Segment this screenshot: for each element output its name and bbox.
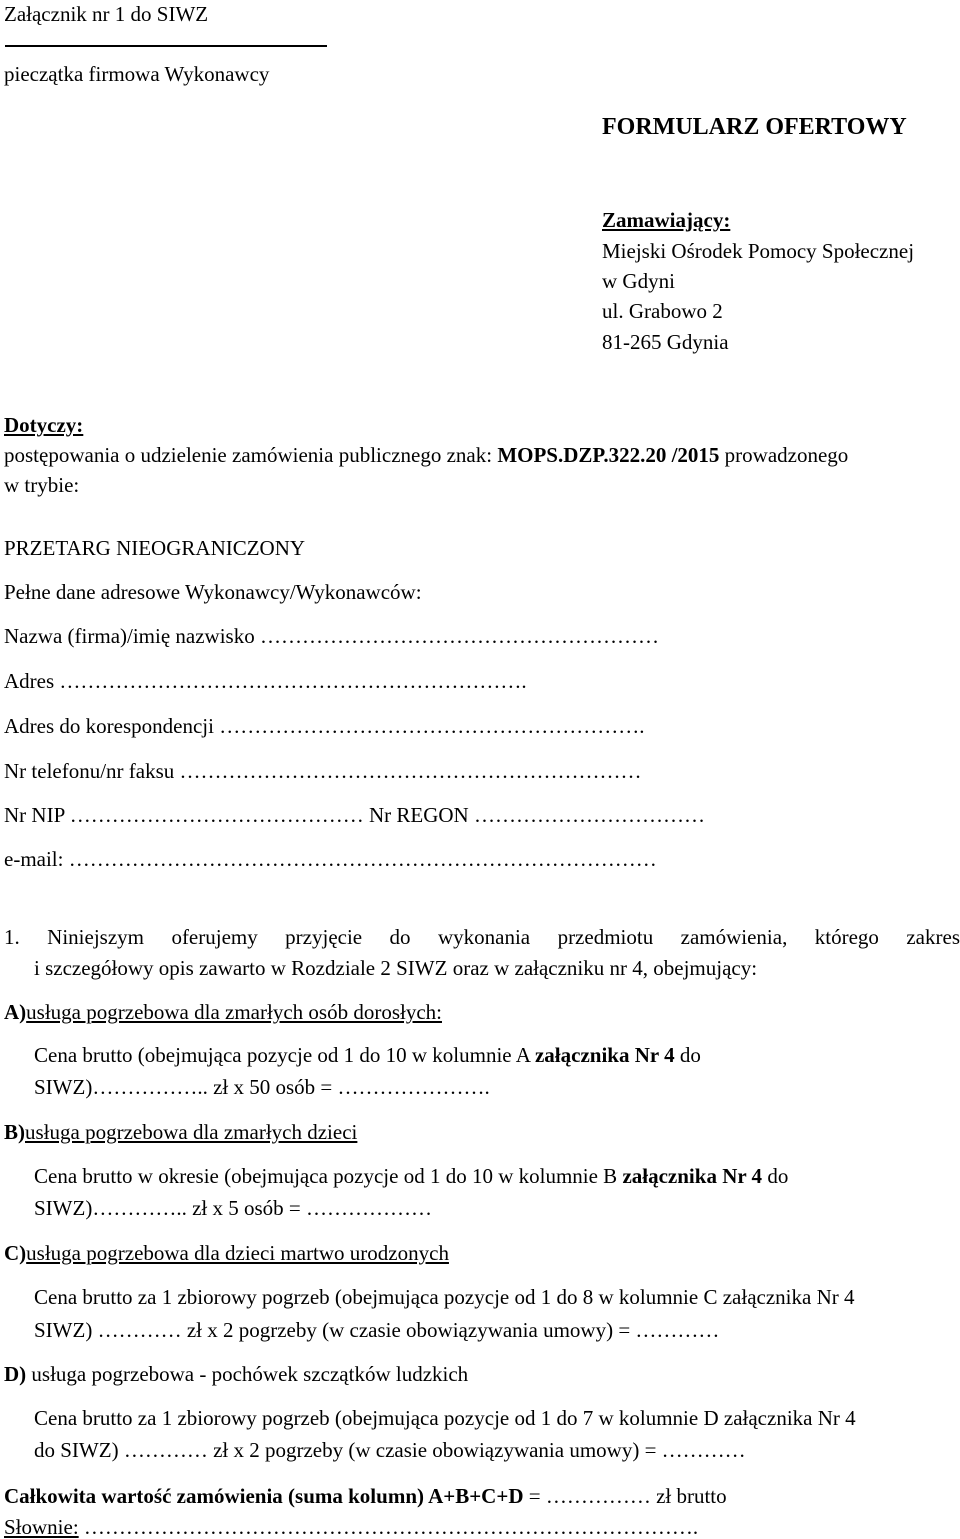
section-a-title: usługa pogrzebowa dla zmarłych osób dorosłych: (26, 1000, 442, 1024)
total-value: = …………… zł brutto (523, 1484, 727, 1508)
correspondence-address-field[interactable]: Adres do korespondencji ……………………………………………………. (4, 714, 645, 738)
email-field[interactable]: e-mail: ………………………………………………………………………… (4, 847, 657, 871)
total-label: Całkowita wartość zamówienia (suma kolumn) A+B+C+D (4, 1484, 524, 1508)
section-c-price-field[interactable]: SIWZ) ………… zł x 2 pogrzeby (w czasie obowiązywania umowy) = ………… (34, 1318, 720, 1342)
words-value: ……………………………………………………………………………. (78, 1515, 699, 1539)
total-value-line[interactable] (4, 1484, 727, 1508)
contractor-name-field[interactable]: Nazwa (firma)/imię nazwisko ………………………………………………… (4, 624, 659, 648)
section-a-text: Cena brutto (obejmująca pozycje od 1 do 10 w kolumnie A (34, 1043, 535, 1067)
offer-paragraph-line-1: 1. Niniejszym oferujemy przyjęcie do wykonania przedmiotu zamówienia, którego zakres (4, 925, 960, 949)
client-line-1: Miejski Ośrodek Pomocy Społecznej (602, 239, 915, 263)
amount-in-words-line[interactable] (4, 1515, 698, 1539)
section-a-price-field[interactable]: SIWZ)…………….. zł x 50 osób = …………………. (34, 1075, 490, 1099)
words-label: Słownie: (4, 1515, 79, 1539)
procurement-mode: PRZETARG NIEOGRANICZONY (4, 536, 306, 560)
section-a-letter: A) (4, 1000, 27, 1024)
section-b-line-1 (34, 1164, 788, 1188)
section-c-line-1: Cena brutto za 1 zbiorowy pogrzeb (obejmująca pozycje od 1 do 8 w kolumnie C załącznika Nr 4 (34, 1285, 855, 1309)
section-b-letter: B) (4, 1120, 25, 1144)
attachment-label: Załącznik nr 1 do SIWZ (4, 2, 209, 26)
section-d-price-field[interactable]: do SIWZ) ………… zł x 2 pogrzeby (w czasie obowiązywania umowy) = ………… (34, 1438, 746, 1462)
section-d-letter: D) (4, 1362, 27, 1386)
subject-line-2: w trybie: (4, 473, 80, 497)
subject-text: postępowania o udzielenie zamówienia publicznego znak: (4, 443, 498, 467)
subject-label: Dotyczy: (4, 413, 84, 437)
stamp-label: pieczątka firmowa Wykonawcy (4, 62, 270, 86)
section-d-title: usługa pogrzebowa - pochówek szczątków ludzkich (26, 1362, 469, 1386)
contractor-heading: Pełne dane adresowe Wykonawcy/Wykonawców: (4, 580, 422, 604)
section-d-heading (4, 1362, 468, 1386)
section-c-heading (4, 1241, 449, 1265)
section-a-line-1 (34, 1043, 701, 1067)
subject-line-1 (4, 443, 848, 467)
section-b-heading (4, 1120, 357, 1144)
offer-paragraph-line-2: i szczegółowy opis zawarto w Rozdziale 2 SIWZ oraz w załączniku nr 4, obejmujący: (34, 956, 758, 980)
section-b-suffix: do (762, 1164, 789, 1188)
client-line-4: 81-265 Gdynia (602, 330, 729, 354)
section-a-heading (4, 1000, 442, 1024)
section-b-price-field[interactable]: SIWZ)………….. zł x 5 osób = ……………… (34, 1196, 432, 1220)
section-c-letter: C) (4, 1241, 27, 1265)
client-line-3: ul. Grabowo 2 (602, 299, 723, 323)
section-b-title: usługa pogrzebowa dla zmarłych dzieci (25, 1120, 358, 1144)
subject-suffix: prowadzonego (719, 443, 849, 467)
section-a-suffix: do (674, 1043, 701, 1067)
form-title: FORMULARZ OFERTOWY (602, 114, 907, 140)
section-b-attachment-ref: załącznika Nr 4 (622, 1164, 763, 1188)
phone-fax-field[interactable]: Nr telefonu/nr faksu ………………………………………………………… (4, 759, 642, 783)
section-d-line-1: Cena brutto za 1 zbiorowy pogrzeb (obejmująca pozycje od 1 do 7 w kolumnie D załącznika Nr 4 (34, 1406, 856, 1430)
section-a-attachment-ref: załącznika Nr 4 (534, 1043, 675, 1067)
section-c-title: usługa pogrzebowa dla dzieci martwo urodzonych (26, 1241, 449, 1265)
section-b-text: Cena brutto w okresie (obejmująca pozycje od 1 do 10 w kolumnie B (34, 1164, 623, 1188)
contractor-address-field[interactable]: Adres …………………………………………………………. (4, 669, 527, 693)
reference-number: MOPS.DZP.322.20 /2015 (497, 443, 720, 467)
client-label: Zamawiający: (602, 208, 731, 232)
stamp-signature-line (5, 45, 327, 47)
client-line-2: w Gdyni (602, 269, 675, 293)
nip-regon-field[interactable]: Nr NIP …………………………………… Nr REGON …………………………… (4, 803, 705, 827)
